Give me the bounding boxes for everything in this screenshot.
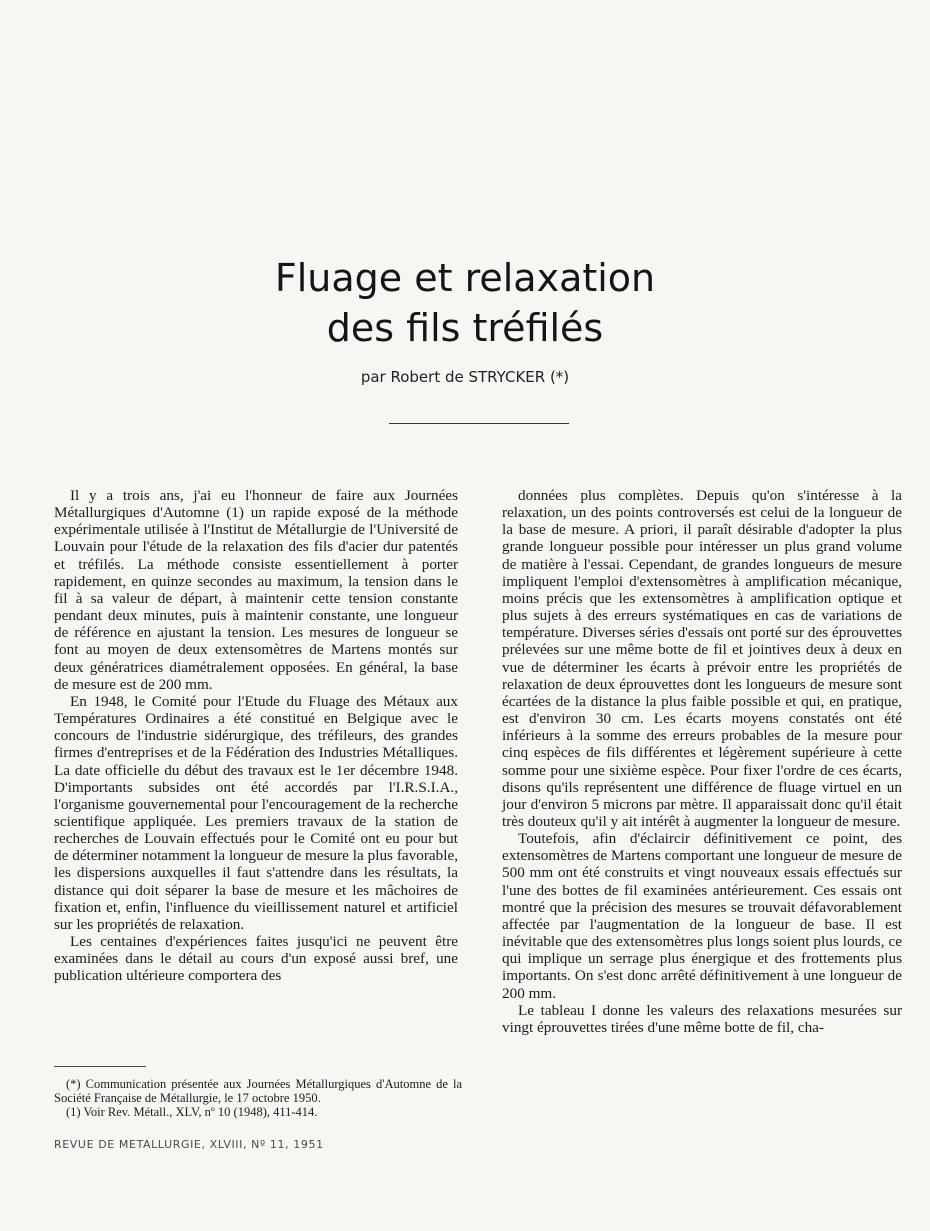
footnote: (1) Voir Rev. Métall., XLV, nº 10 (1948), 411-414. [66,1105,318,1119]
paragraph: données plus complètes. Depuis qu'on s'intéresse à la relaxation, un des points controversés est celui de la longueur de la base de mesure. A priori, il paraît désirable d'adopter la plus grande longueur possible pour intéresser un plus grand volume de matière à l'essai. Cependant, de grandes longueurs de mesure impliquent l'emploi d'extensomètres à amplification mécanique, moins précis que les extensomètres à amplification optique et plus sujets à des erreurs systématiques en cas de variations de température. Diverses séries d'essais ont porté sur des éprouvettes prélevées sur une même botte de fil et jointives deux à deux en vue de déterminer les écarts à prévoir entre les propriétés de relaxation de deux éprouvettes dont les longueurs de mesure sont écartées de la distance la plus faible possible et qui, en pratique, est d'environ 30 cm. Les écarts moyens constatés ont été inférieurs à la somme des erreurs probables de la mesure pour cinq espèces de fils différentes et légèrement supérieure à cette somme pour une sixième espèce. Pour fixer l'ordre de ces écarts, disons qu'ils représentent une différence de fluage virtuel en un jour d'environ 5 microns par mètre. Il apparaissait donc qu'il était très douteux qu'il y ait intérêt à augmenter la longueur de mesure. [502,487,902,830]
author-byline: par Robert de STRYCKER (*) [360,368,570,386]
journal-reference: REVUE DE METALLURGIE, XLVIII, Nº 11, 1951 [54,1138,324,1151]
title-line-1: Fluage et relaxation [274,256,656,301]
paragraph: Toutefois, afin d'éclaircir définitivement ce point, des extensomètres de Martens comportant une longueur de mesure de 500 mm ont été construits et vingt nouveaux essais effectués sur l'une des bottes de fil examinées antérieurement. Ces essais ont montré que la précision des mesures se trouvait défavorablement affectée par l'augmentation de la longueur de base. Il est inévitable que des extensomètres plus longs soient plus lourds, ce qui implique un serrage plus énergique et des frottements plus importants. On s'est donc arrêté définitivement à une longueur de 200 mm. [502,830,902,1002]
footnote-separator-rule [54,1066,146,1067]
left-column [54,487,458,985]
paragraph: Le tableau I donne les valeurs des relaxations mesurées sur vingt éprouvettes tirées d'une même botte de fil, cha- [502,1001,902,1036]
paragraph: En 1948, le Comité pour l'Etude du Fluage des Métaux aux Températures Ordinaires a été constitué en Belgique avec le concours de l'industrie sidérurgique, des tréfileurs, des grandes firmes d'entreprises et de la Fédération des Industries Métalliques. La date officielle du début des travaux est le 1er décembre 1948. D'importants subsides ont été accordés par l'I.R.S.I.A., l'organisme gouvernemental pour l'encouragement de la recherche scientifique appliquée. Les premiers travaux de la station de recherches de Louvain effectués pour le Comité ont eu pour but de déterminer notamment la longueur de mesure la plus favorable, les dispersions auxquelles il faut s'attendre dans les résultats, la distance qui doit séparer la base de mesure et les mâchoires de fixation et, enfin, l'influence du vieillissement naturel et artificiel sur les propriétés de relaxation. [54,692,458,933]
footnote: (*) Communication présentée aux Journées Métallurgiques d'Automne de la Société Française de Métallurgie, le 17 octobre 1950. [54,1077,462,1105]
paragraph: Il y a trois ans, j'ai eu l'honneur de faire aux Journées Métallurgiques d'Automne (1) un rapide exposé de la méthode expérimentale utilisée à l'Institut de Métallurgie de l'Université de Louvain pour l'étude de la relaxation des fils d'acier dur patentés et tréfilés. La méthode consiste essentiellement à porter rapidement, en quinze secondes au maximum, la tension dans le fil à sa valeur de départ, à maintenir cette tension constante pendant deux minutes, puis à maintenir constante, une longueur de référence en ajustant la tension. Les mesures de longueur se font au moyen de deux extensomètres de Martens montés sur deux génératrices diamétralement opposées. En général, la base de mesure est de 200 mm. [54,487,458,693]
paragraph: Les centaines d'expériences faites jusqu'ici ne peuvent être examinées dans le détail au cours d'un exposé aussi bref, une publication ultérieure comportera des [54,933,458,985]
article-title [0,253,930,353]
right-column [502,487,902,1036]
footnotes [54,1077,462,1119]
title-line-2: des fils tréfilés [326,306,604,351]
title-separator-rule [389,423,569,424]
